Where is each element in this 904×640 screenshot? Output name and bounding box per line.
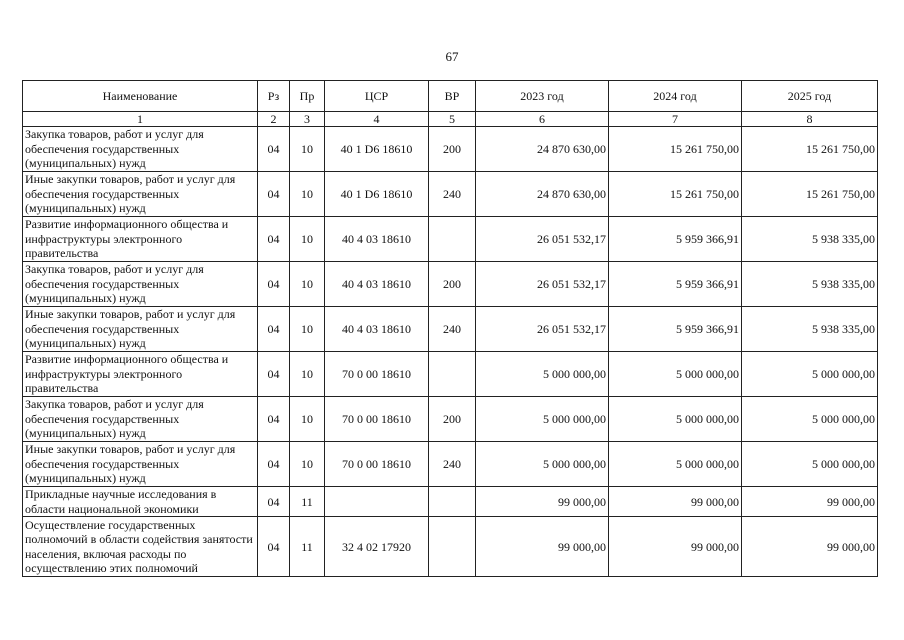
- table-row: [23, 517, 878, 577]
- table-row: [23, 307, 878, 352]
- column-number: 3: [290, 112, 325, 127]
- row-amount-2023: 5 000 000,00: [476, 442, 609, 487]
- row-amount-2025: 15 261 750,00: [742, 172, 878, 217]
- row-amount-2025: 5 938 335,00: [742, 262, 878, 307]
- row-csr: 40 4 03 18610: [325, 307, 429, 352]
- row-vr: 200: [429, 127, 476, 172]
- row-csr: [325, 487, 429, 517]
- row-amount-2024: 5 000 000,00: [609, 352, 742, 397]
- row-name: Развитие информационного общества и инфраструктуры электронного правительства: [23, 217, 258, 262]
- row-name: Закупка товаров, работ и услуг для обеспечения государственных (муниципальных) нужд: [23, 262, 258, 307]
- header-csr: ЦСР: [325, 81, 429, 112]
- row-vr: [429, 517, 476, 577]
- row-vr: 240: [429, 442, 476, 487]
- row-name: Иные закупки товаров, работ и услуг для обеспечения государственных (муниципальных) нужд: [23, 172, 258, 217]
- table-row: [23, 127, 878, 172]
- column-number: 1: [23, 112, 258, 127]
- row-name: Закупка товаров, работ и услуг для обеспечения государственных (муниципальных) нужд: [23, 397, 258, 442]
- row-amount-2025: 15 261 750,00: [742, 127, 878, 172]
- row-pr: 11: [290, 517, 325, 577]
- header-rz: Рз: [258, 81, 290, 112]
- column-number: 4: [325, 112, 429, 127]
- table-row: [23, 352, 878, 397]
- row-name: Иные закупки товаров, работ и услуг для обеспечения государственных (муниципальных) нужд: [23, 307, 258, 352]
- row-amount-2025: 5 000 000,00: [742, 442, 878, 487]
- row-amount-2024: 15 261 750,00: [609, 172, 742, 217]
- row-amount-2025: 5 000 000,00: [742, 397, 878, 442]
- header-2024: 2024 год: [609, 81, 742, 112]
- row-amount-2025: 99 000,00: [742, 487, 878, 517]
- row-vr: 240: [429, 172, 476, 217]
- row-vr: 240: [429, 307, 476, 352]
- row-rz: 04: [258, 397, 290, 442]
- column-number: 5: [429, 112, 476, 127]
- row-amount-2025: 99 000,00: [742, 517, 878, 577]
- row-rz: 04: [258, 217, 290, 262]
- row-vr: 200: [429, 397, 476, 442]
- header-2025: 2025 год: [742, 81, 878, 112]
- row-amount-2023: 99 000,00: [476, 517, 609, 577]
- row-name: Развитие информационного общества и инфраструктуры электронного правительства: [23, 352, 258, 397]
- row-amount-2023: 26 051 532,17: [476, 217, 609, 262]
- row-amount-2024: 5 959 366,91: [609, 217, 742, 262]
- row-csr: 70 0 00 18610: [325, 442, 429, 487]
- table-row: [23, 397, 878, 442]
- table-row: [23, 487, 878, 517]
- row-rz: 04: [258, 307, 290, 352]
- column-number: 7: [609, 112, 742, 127]
- row-name: Иные закупки товаров, работ и услуг для обеспечения государственных (муниципальных) нужд: [23, 442, 258, 487]
- header-pr: Пр: [290, 81, 325, 112]
- row-vr: [429, 217, 476, 262]
- column-number-row: [23, 112, 878, 127]
- row-amount-2025: 5 938 335,00: [742, 307, 878, 352]
- budget-table: [22, 80, 878, 577]
- row-amount-2023: 26 051 532,17: [476, 262, 609, 307]
- row-csr: 40 4 03 18610: [325, 262, 429, 307]
- row-csr: 40 1 D6 18610: [325, 127, 429, 172]
- row-pr: 11: [290, 487, 325, 517]
- header-row: [23, 81, 878, 112]
- row-amount-2023: 24 870 630,00: [476, 172, 609, 217]
- row-amount-2023: 99 000,00: [476, 487, 609, 517]
- row-rz: 04: [258, 352, 290, 397]
- row-pr: 10: [290, 262, 325, 307]
- table-row: [23, 217, 878, 262]
- row-name: Закупка товаров, работ и услуг для обеспечения государственных (муниципальных) нужд: [23, 127, 258, 172]
- row-amount-2024: 5 959 366,91: [609, 262, 742, 307]
- row-amount-2023: 26 051 532,17: [476, 307, 609, 352]
- row-amount-2024: 5 959 366,91: [609, 307, 742, 352]
- row-amount-2024: 15 261 750,00: [609, 127, 742, 172]
- row-amount-2025: 5 938 335,00: [742, 217, 878, 262]
- page-number: 67: [445, 49, 459, 64]
- row-pr: 10: [290, 442, 325, 487]
- row-pr: 10: [290, 397, 325, 442]
- row-pr: 10: [290, 307, 325, 352]
- row-csr: 70 0 00 18610: [325, 397, 429, 442]
- row-rz: 04: [258, 487, 290, 517]
- table-row: [23, 442, 878, 487]
- row-pr: 10: [290, 217, 325, 262]
- row-rz: 04: [258, 442, 290, 487]
- table-row: [23, 172, 878, 217]
- row-csr: 70 0 00 18610: [325, 352, 429, 397]
- column-number: 2: [258, 112, 290, 127]
- row-amount-2024: 99 000,00: [609, 487, 742, 517]
- row-rz: 04: [258, 127, 290, 172]
- row-amount-2023: 24 870 630,00: [476, 127, 609, 172]
- row-amount-2024: 99 000,00: [609, 517, 742, 577]
- table-row: [23, 262, 878, 307]
- column-number: 8: [742, 112, 878, 127]
- row-vr: [429, 487, 476, 517]
- row-name: Осуществление государственных полномочий в области содействия занятости населения, включая расходы по осуществлению этих полномочий: [23, 517, 258, 577]
- row-pr: 10: [290, 172, 325, 217]
- row-pr: 10: [290, 127, 325, 172]
- row-amount-2023: 5 000 000,00: [476, 352, 609, 397]
- row-amount-2023: 5 000 000,00: [476, 397, 609, 442]
- row-amount-2024: 5 000 000,00: [609, 442, 742, 487]
- row-csr: 40 1 D6 18610: [325, 172, 429, 217]
- row-name: Прикладные научные исследования в области национальной экономики: [23, 487, 258, 517]
- row-vr: [429, 352, 476, 397]
- header-name: Наименование: [23, 81, 258, 112]
- row-csr: 40 4 03 18610: [325, 217, 429, 262]
- row-csr: 32 4 02 17920: [325, 517, 429, 577]
- row-amount-2024: 5 000 000,00: [609, 397, 742, 442]
- column-number: 6: [476, 112, 609, 127]
- row-vr: 200: [429, 262, 476, 307]
- row-rz: 04: [258, 517, 290, 577]
- row-amount-2025: 5 000 000,00: [742, 352, 878, 397]
- row-rz: 04: [258, 172, 290, 217]
- header-2023: 2023 год: [476, 81, 609, 112]
- header-vr: ВР: [429, 81, 476, 112]
- row-rz: 04: [258, 262, 290, 307]
- row-pr: 10: [290, 352, 325, 397]
